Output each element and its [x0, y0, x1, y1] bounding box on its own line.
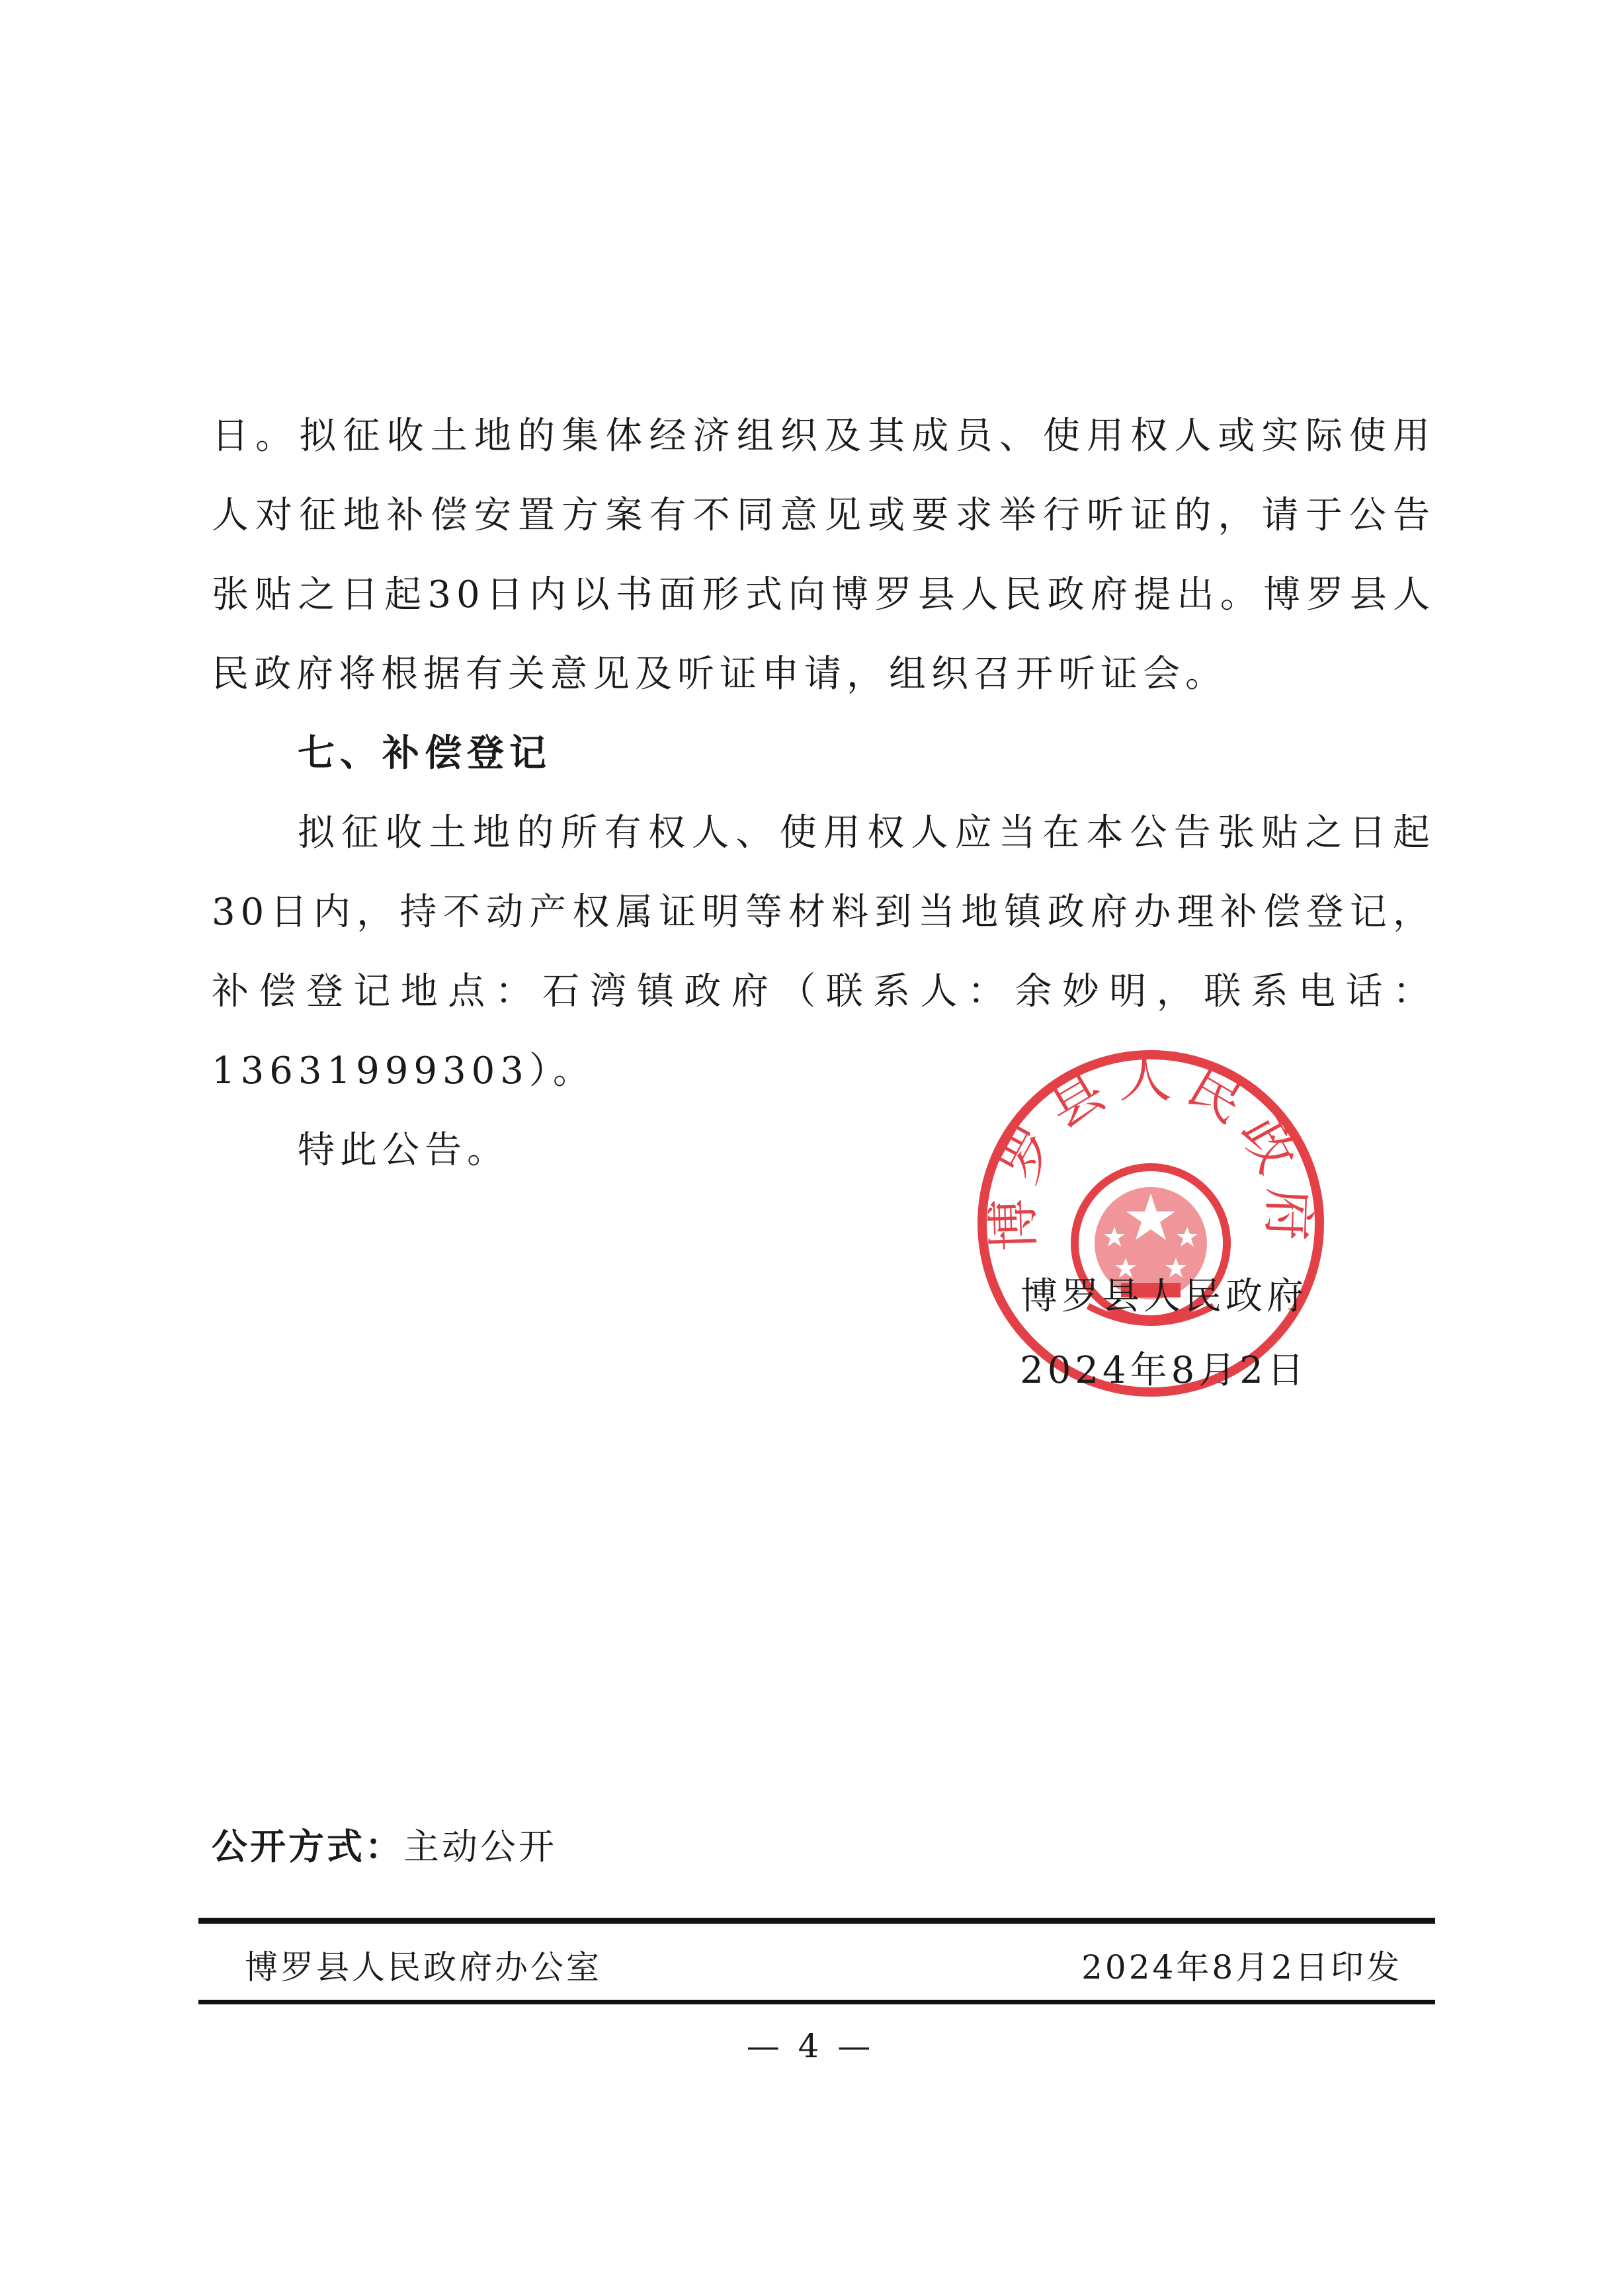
footer-top-rule: [198, 1918, 1435, 1924]
paragraph-registration: 拟征收土地的所有权人、使用权人应当在本公告张贴之日起30日内，持不动产权属证明等材料到当地镇政府办理补偿登记，补偿登记地点：石湾镇政府（联系人：余妙明，联系电话：13631999303）。: [212, 811, 1435, 1092]
seal-text: 博罗县人民政府: [981, 1047, 1320, 1252]
disclosure-value: 主动公开: [403, 1826, 557, 1867]
footer-print-date: 2024年8月2日印发: [1081, 1948, 1402, 1987]
signature-date: 2024年8月2日: [1020, 1349, 1308, 1392]
page-number: — 4 —: [746, 2027, 875, 2065]
footer-row: [245, 1941, 1402, 1988]
disclosure-line: [212, 1819, 557, 1869]
paragraph-hearing: 日。拟征收土地的集体经济组织及其成员、使用权人或实际使用人对征地补偿安置方案有不同意见或要求举行听证的，请于公告张贴之日起30日内以书面形式向博罗县人民政府提出。博罗县人民政府将根据有关意见及听证申请，组织召开听证会。: [212, 415, 1435, 696]
footer-office: 博罗县人民政府办公室: [245, 1948, 602, 1987]
closing-remark: 特此公告。: [298, 1129, 509, 1172]
footer-bottom-rule: [198, 2000, 1435, 2004]
disclosure-label: 公开方式：: [212, 1826, 403, 1867]
section-heading-compensation-registration: 七、补偿登记: [298, 732, 552, 775]
issuer-name: 博罗县人民政府: [1020, 1275, 1308, 1318]
signature-block: [979, 1260, 1349, 1408]
